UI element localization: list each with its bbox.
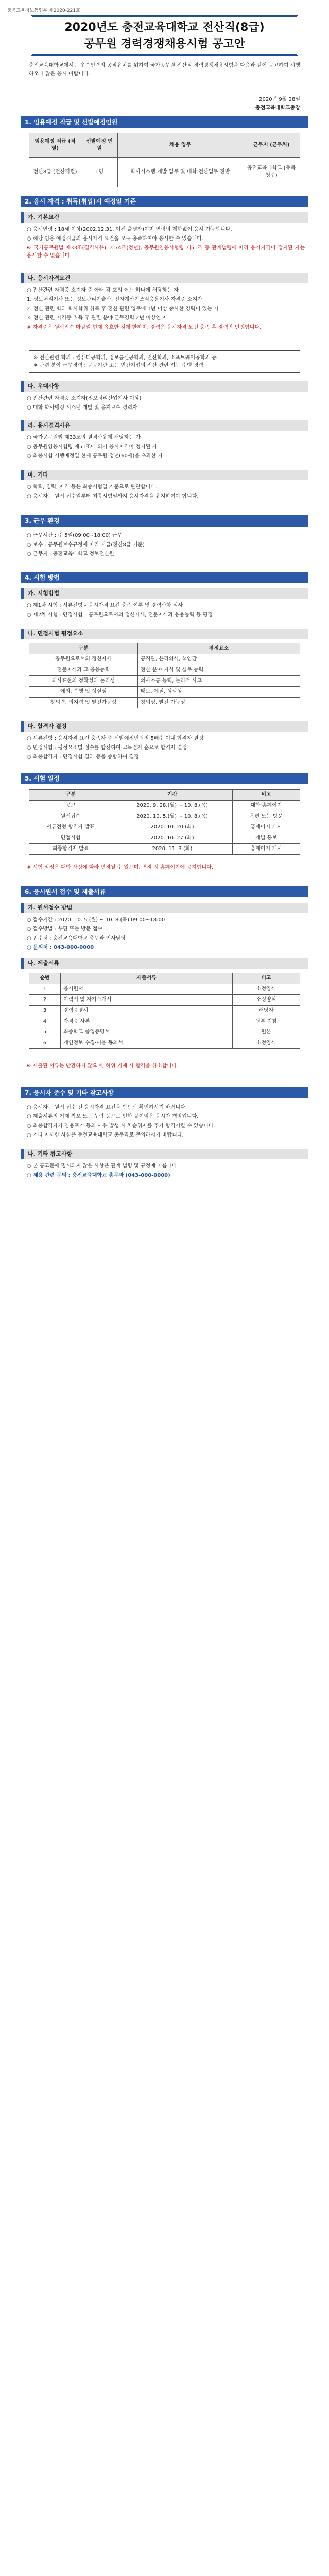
- table-cell: 최종합격자 발표: [29, 844, 112, 855]
- list-item: ○ 응시자는 원서 접수일부터 최종시험일까지 응시자격을 유지하여야 합니다.: [27, 494, 199, 499]
- s4-c-list: [27, 735, 305, 762]
- list-item: 2. 전산 관련 학과 학사학위 취득 후 전산 관련 업무에 1년 이상 종사한 경력이 있는 자: [27, 306, 219, 312]
- table-cell: 6: [29, 1038, 61, 1049]
- table-cell: 의사표현의 정확성과 논리성: [29, 676, 138, 687]
- position-table: [29, 133, 300, 187]
- table-cell: 서류전형 합격자 발표: [29, 822, 112, 833]
- list-item: ○ 채용 관련 문의 : 충전교육대학교 총무과 (043-000-0000): [27, 1173, 170, 1178]
- table-cell: 공고: [29, 801, 112, 811]
- list-item: ○ 공무원임용시험령 제51조에 의거 응시자격이 정지된 자: [27, 444, 158, 450]
- col-header: 순번: [29, 973, 61, 984]
- col-header: 임용예정 직급 (직렬): [29, 133, 81, 158]
- table-cell: 대학 홈페이지: [233, 801, 300, 811]
- table-cell: 홈페이지 게시: [233, 844, 300, 855]
- list-item: ○ 근무지 : 충전교육대학교 정보전산원: [27, 551, 114, 557]
- table-cell: 태도, 예절, 성실성: [138, 687, 300, 698]
- list-item: ○ 제1차 시험 : 서류전형 – 응시자격 요건 충족 여부 및 경력사항 심사: [27, 603, 183, 608]
- table-cell: 창의성, 발전 가능성: [138, 698, 300, 708]
- table-cell: 1: [29, 984, 61, 995]
- s2-a-list: [27, 226, 305, 261]
- col-header: 평정요소: [138, 643, 300, 654]
- table-cell: 공무원으로서의 정신자세: [29, 654, 138, 665]
- s7-b-list: [27, 1162, 305, 1181]
- s2-e-list: [27, 483, 305, 502]
- table-cell: 전문지식과 그 응용능력: [29, 665, 138, 676]
- s7-sub-b: 나. 기타 참고사항: [21, 1149, 308, 1159]
- table-cell: 소정양식: [233, 995, 300, 1006]
- list-item: ○ 접수처 : 충전교육대학교 총무과 인사담당: [27, 936, 126, 941]
- table-cell: 면접시험: [29, 833, 112, 844]
- section-4-header: 4. 시험 방법: [21, 572, 308, 583]
- table-cell: 4: [29, 1016, 61, 1027]
- section-5-header: 5. 시험 일정: [21, 773, 308, 784]
- table-cell: 개인정보 수집·이용 동의서: [61, 1038, 233, 1049]
- s2-sub-a: 가. 기본요건: [21, 212, 308, 223]
- list-item: ○ 기타 자세한 사항은 충전교육대학교 총무과로 문의하시기 바랍니다.: [27, 1132, 184, 1138]
- table-cell: 2020. 10. 5.(월) ~ 10. 8.(목): [112, 811, 233, 822]
- list-item: ○ 접수방법 : 우편 또는 방문 접수: [27, 926, 103, 932]
- s2-sub-d: 라. 응시결격사유: [21, 420, 308, 431]
- table-cell: 원본: [233, 1027, 300, 1038]
- list-item: ○ 본 공고문에 명시되지 않은 사항은 관계 법령 및 규정에 따릅니다.: [27, 1163, 179, 1169]
- list-item: ○ 전산관련 자격증 소지자 중 아래 각 호의 어느 하나에 해당하는 자: [27, 287, 179, 293]
- intro-text: 충전교육대학교에서는 우수인력의 공직유치를 위하여 국가공무원 전산직 경력경쟁채용시험을 다음과 같이 공고하여 시행하오니 많은 응시 바랍니다.: [29, 63, 300, 77]
- table-cell: 의사소통 능력, 논리적 사고: [138, 676, 300, 687]
- s6-sub-a: 가. 원서접수 방법: [21, 903, 308, 913]
- list-item: ○ 응시자는 원서 접수 전 응시자격 요건을 반드시 확인하시기 바랍니다.: [27, 1105, 187, 1110]
- section-2-header: 2. 응시 자격 : 취득(취업)시 예정일 기준: [21, 196, 308, 207]
- section-3-header: 3. 근무 환경: [21, 515, 308, 527]
- s4-a-list: [27, 602, 305, 620]
- table-cell: 5: [29, 1027, 61, 1038]
- col-header: 비고: [233, 973, 300, 984]
- list-item: ○ 해당 임용 예정직급의 응시자격 요건을 모두 충족하여야 응시할 수 있습니다.: [27, 236, 204, 242]
- s2-b-list: [27, 286, 305, 333]
- notice-date: [255, 96, 300, 112]
- col-header: 기간: [112, 790, 233, 801]
- date-line: 2020년 9월 28일: [259, 97, 300, 103]
- s2-sub-c: 다. 우대사항: [21, 381, 308, 392]
- table-cell: 3: [29, 1006, 61, 1016]
- table-cell: 1명: [81, 158, 118, 187]
- col-header: 비고: [233, 790, 300, 801]
- list-item: ○ 근무시간 : 주 5일(09:00~18:00) 근무: [27, 533, 123, 538]
- s2-sub-b: 나. 응시자격요건: [21, 273, 308, 283]
- box-line: ※ 전산관련 학과 : 컴퓨터공학과, 정보통신공학과, 전산학과, 소프트웨어공학과 등: [33, 355, 217, 361]
- section-7-header: 7. 응시자 준수 및 기타 참고사항: [21, 1087, 308, 1098]
- list-item: ○ 최종합격자가 임용포기 등의 사유 발생 시 차순위자를 추가 합격시킬 수 있습니다.: [27, 1123, 215, 1129]
- s6-a-list: [27, 916, 305, 953]
- s2-c-list: [27, 395, 305, 413]
- list-item: ○ 전산관련 자격증 소지자(정보처리산업기사 이상): [27, 396, 142, 401]
- table-cell: 원서접수: [29, 811, 112, 822]
- col-header: 구분: [29, 643, 138, 654]
- table-cell: 이력서 및 자기소개서: [61, 995, 233, 1006]
- list-item: 3. 전산 관련 자격증 취득 후 관련 분야 근무경력 2년 이상인 자: [27, 315, 168, 321]
- table-cell: 전산 분야 지식 및 실무 능력: [138, 665, 300, 676]
- col-header: 근무지 (근무처): [243, 133, 300, 158]
- s6-sub-b: 나. 제출서류: [21, 958, 308, 969]
- s5-note: ※ 시험 일정은 대학 사정에 따라 변경될 수 있으며, 변경 시 홈페이지에 공지합니다.: [27, 865, 214, 870]
- list-item: ○ 면접시험 : 평정요소별 점수를 합산하여 고득점자 순으로 합격자 결정: [27, 745, 187, 751]
- table-cell: 창의력, 의지력 및 발전가능성: [29, 698, 138, 708]
- table-cell: 2020. 11. 3.(화): [112, 844, 233, 855]
- title-line1: 2020년도 충전교육대학교 전산직(8급): [64, 21, 265, 34]
- list-item: ※ 국가공무원법 제33조(결격사유), 제74조(정년), 공무원임용시험령 제51조 등 관계법령에 따라 응시자격이 정지된 자는 응시할 수 없습니다.: [27, 245, 305, 259]
- table-cell: 원본 지참: [233, 1016, 300, 1027]
- table-cell: 홈페이지 게시: [233, 822, 300, 833]
- title-box: [31, 15, 298, 56]
- list-item: 1. 정보처리기사 또는 정보관리기술사, 전자계산기조직응용기사 자격증 소지자: [27, 297, 202, 302]
- s4-sub-a: 가. 시험방법: [21, 588, 308, 599]
- s2-note-box: [29, 350, 300, 373]
- list-item: ○ 최종시험 시행예정일 현재 공무원 정년(60세)을 초과한 자: [27, 453, 163, 459]
- box-line: ※ 관련 분야 근무경력 : 공공기관 또는 민간기업의 전산 관련 업무 수행 경력: [33, 363, 204, 368]
- list-item: ○ 접수기간 : 2020. 10. 5.(월) ~ 10. 8.(목) 09:00~18:00: [27, 917, 165, 923]
- table-cell: 개별 통보: [233, 833, 300, 844]
- list-item: ○ 국가공무원법 제33조의 결격사유에 해당하는 자: [27, 435, 141, 440]
- issuer: 충전교육대학교총장: [255, 105, 300, 111]
- table-cell: 최종학교 졸업증명서: [61, 1027, 233, 1038]
- s2-d-list: [27, 434, 305, 462]
- s2-sub-e: 마. 기타: [21, 470, 308, 480]
- col-header: 선발예정 인원: [81, 133, 118, 158]
- table-cell: 응시원서: [61, 984, 233, 995]
- list-item: ○ 문의처 : 043-000-0000: [27, 945, 94, 951]
- col-header: 채용 업무: [118, 133, 243, 158]
- s4-sub-c: 다. 합격자 결정: [21, 721, 308, 732]
- table-cell: 충전교육대학교 (충북청주): [243, 158, 300, 187]
- table-cell: 해당자: [233, 1006, 300, 1016]
- s4-sub-b: 나. 면접시험 평정요소: [21, 629, 308, 639]
- s3-list: [27, 532, 305, 560]
- table-cell: 전산8급 (전산직렬): [29, 158, 81, 187]
- list-item: ○ 학력, 경력, 자격 등은 최종시험일 기준으로 판단합니다.: [27, 484, 158, 490]
- section-1-header: 1. 임용예정 직급 및 선발예정인원: [21, 116, 308, 128]
- table-cell: 자격증 사본: [61, 1016, 233, 1027]
- table-cell: 2020. 9. 28.(월) ~ 10. 8.(목): [112, 801, 233, 811]
- list-item: ○ 최종합격자 : 면접시험 결과 등을 종합하여 결정: [27, 754, 139, 760]
- s6-note: ※ 제출된 서류는 반환하지 않으며, 허위 기재 시 합격을 취소합니다.: [27, 1063, 179, 1069]
- title-line2: 공무원 경력경쟁채용시험 공고안: [84, 38, 245, 50]
- list-item: ○ 제2차 시험 : 면접시험 – 공무원으로서의 정신자세, 전문지식과 응용능력 등 평정: [27, 612, 213, 618]
- table-cell: 학사시스템 개발 업무 및 대학 전산업무 전반: [118, 158, 243, 187]
- col-header: 구분: [29, 790, 112, 801]
- interview-table: [29, 643, 300, 708]
- notice-number: 충북교육청노동업무 제2020-221호: [7, 8, 80, 13]
- table-cell: 우편 또는 방문: [233, 811, 300, 822]
- table-cell: 소정양식: [233, 1038, 300, 1049]
- list-item: ※ 자격증은 원서접수 마감일 현재 유효한 것에 한하며, 경력은 응시자격 요건 충족 후 경력만 인정합니다.: [27, 325, 262, 330]
- table-cell: 소정양식: [233, 984, 300, 995]
- list-item: ○ 대학 학사행정 시스템 개발 및 유지보수 경력자: [27, 405, 137, 411]
- table-cell: 예의, 품행 및 성실성: [29, 687, 138, 698]
- table-cell: 2: [29, 995, 61, 1006]
- list-item: ○ 응시연령 : 18세 이상(2002.12.31. 이전 출생자)이며 연령의 제한없이 응시 가능합니다.: [27, 227, 232, 232]
- list-item: ○ 보수 : 공무원보수규정에 따라 지급(전산8급 기준): [27, 542, 145, 548]
- col-header: 제출서류: [61, 973, 233, 984]
- table-cell: 공직관, 윤리의식, 책임감: [138, 654, 300, 665]
- schedule-table: [29, 789, 300, 855]
- s7-list: [27, 1104, 305, 1141]
- list-item: ○ 제출서류의 기재 착오 또는 누락 등으로 인한 불이익은 응시자 책임입니다.: [27, 1114, 199, 1120]
- documents-table: [29, 973, 300, 1049]
- table-cell: 2020. 10. 20.(화): [112, 822, 233, 833]
- section-6-header: 6. 응시원서 접수 및 제출서류: [21, 886, 308, 897]
- table-cell: 2020. 10. 27.(화): [112, 833, 233, 844]
- list-item: ○ 서류전형 : 응시자격 요건 충족자 중 선발예정인원의 5배수 이내 합격자 결정: [27, 736, 204, 741]
- table-cell: 경력증명서: [61, 1006, 233, 1016]
